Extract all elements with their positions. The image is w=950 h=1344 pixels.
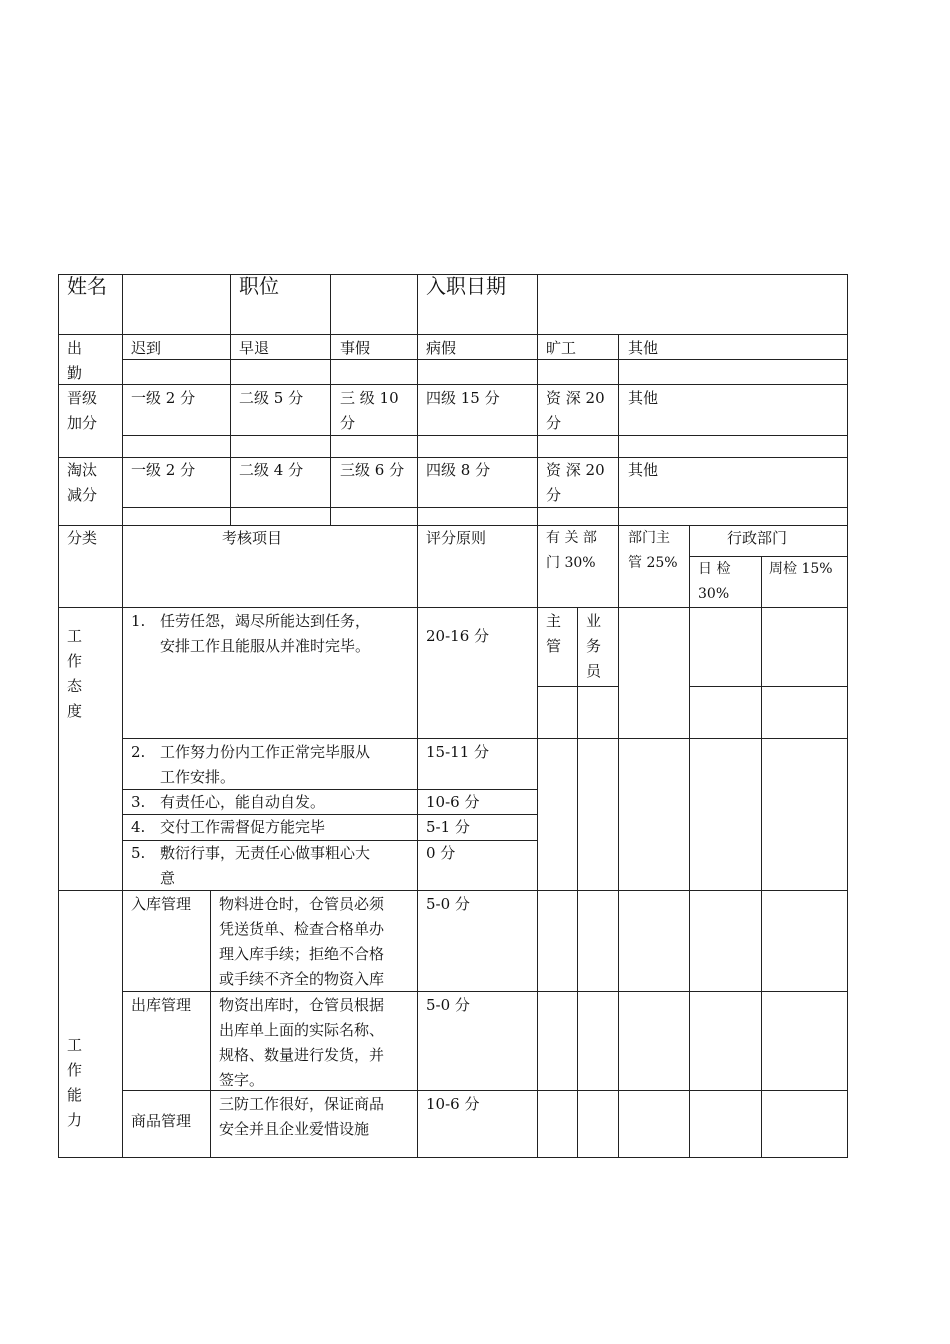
work-ability-label: 能 (67, 1086, 83, 1104)
ability-item-text: 凭送货单、检查合格单办 (219, 920, 385, 938)
promotion-item: 资 深 20 (546, 389, 605, 407)
attitude-item-text: 工作安排。 (160, 768, 236, 786)
work-attitude-label: 工 (67, 627, 83, 645)
table-rule (847, 274, 848, 1158)
table-rule (689, 525, 690, 1158)
deduction-label: 减分 (67, 486, 98, 504)
attitude-item-score: 20-16 分 (426, 627, 490, 645)
table-rule (761, 556, 762, 1158)
deduction-item: 四级 8 分 (426, 461, 491, 479)
table-rule (618, 334, 619, 1158)
table-rule (210, 890, 211, 1158)
attitude-item-text: 工作努力份内工作正常完毕服从 (160, 743, 371, 761)
work-attitude-label: 作 (67, 652, 83, 670)
attitude-item-number: 5. (131, 844, 146, 862)
attitude-item-text: 任劳任怨，竭尽所能达到任务， (160, 612, 371, 630)
attendance-item: 早退 (239, 339, 270, 357)
attitude-item-score: 15-11 分 (426, 743, 490, 761)
ability-item-text: 物资出库时，仓管员根据 (219, 996, 385, 1014)
position-label: 职位 (239, 274, 279, 298)
table-rule (537, 686, 619, 687)
attitude-item-text: 意 (160, 869, 176, 887)
promotion-item: 分 (340, 414, 356, 432)
table-rule (122, 274, 123, 1158)
supervisor-header: 管 (546, 637, 562, 655)
supervisor-header: 主 (546, 612, 562, 630)
attendance-item: 其他 (628, 339, 659, 357)
table-rule (330, 274, 331, 335)
promotion-item: 分 (546, 414, 562, 432)
dept-supervisor-header: 管 25% (628, 555, 678, 571)
work-ability-label: 工 (67, 1036, 83, 1054)
attitude-item-text: 安排工作且能服从并准时完毕。 (160, 637, 371, 655)
staff-header: 务 (586, 637, 602, 655)
work-attitude-label: 态 (67, 677, 83, 695)
admin-dept-header: 行政部门 (727, 529, 788, 547)
ability-item-text: 三防工作很好，保证商品 (219, 1095, 385, 1113)
related-dept-header: 有 关 部 (546, 530, 597, 546)
weekly-check-header: 周检 15% (769, 561, 833, 577)
table-rule (58, 274, 59, 1158)
table-rule (577, 607, 578, 1158)
promotion-label: 加分 (67, 414, 98, 432)
promotion-label: 晋级 (67, 389, 98, 407)
attitude-item-number: 3. (131, 793, 146, 811)
ability-item-score: 10-6 分 (426, 1095, 480, 1113)
attendance-label: 勤 (67, 364, 83, 382)
table-rule (58, 334, 848, 335)
table-rule (330, 334, 331, 526)
work-ability-label: 作 (67, 1061, 83, 1079)
ability-item-text: 出库单上面的实际名称、 (219, 1021, 385, 1039)
table-rule (537, 334, 538, 1158)
attendance-item: 旷工 (546, 339, 577, 357)
related-dept-header: 门 30% (546, 555, 596, 571)
ability-item-text: 安全并且企业爱惜设施 (219, 1120, 370, 1138)
table-rule (689, 686, 848, 687)
ability-item-text: 签字。 (219, 1071, 265, 1089)
deduction-label: 淘汰 (67, 461, 98, 479)
deduction-item: 其他 (628, 461, 659, 479)
work-attitude-label: 度 (67, 702, 83, 720)
attitude-item-score: 5-1 分 (426, 818, 470, 836)
staff-header: 业 (586, 612, 602, 630)
attendance-item: 迟到 (131, 339, 162, 357)
deduction-item: 二级 4 分 (239, 461, 304, 479)
assessment-item-header: 考核项目 (222, 529, 283, 547)
table-rule (122, 738, 848, 739)
ability-item-text: 理入库手续；拒绝不合格 (219, 945, 385, 963)
table-rule (58, 890, 848, 891)
staff-header: 员 (586, 662, 602, 680)
promotion-item: 二级 5 分 (239, 389, 304, 407)
deduction-item: 一级 2 分 (131, 461, 196, 479)
attitude-item-text: 有责任心，能自动自发。 (160, 793, 326, 811)
hire-date-label: 入职日期 (426, 274, 506, 298)
attitude-item-score: 0 分 (426, 844, 456, 862)
promotion-item: 其他 (628, 389, 659, 407)
table-rule (58, 1157, 848, 1158)
deduction-item: 三级 6 分 (340, 461, 405, 479)
attitude-item-text: 敷衍行事，无责任心做事粗心大 (160, 844, 371, 862)
attitude-item-number: 1. (131, 612, 146, 630)
attitude-item-number: 4. (131, 818, 146, 836)
work-ability-label: 力 (67, 1111, 83, 1129)
table-rule (537, 274, 538, 335)
attendance-item: 事假 (340, 339, 371, 357)
daily-check-header: 30% (698, 586, 730, 602)
attendance-label: 出 (67, 339, 83, 357)
scoring-principle-header: 评分原则 (426, 529, 487, 547)
ability-item-score: 5-0 分 (426, 996, 470, 1014)
attitude-item-text: 交付工作需督促方能完毕 (160, 818, 326, 836)
attitude-item-score: 10-6 分 (426, 793, 480, 811)
ability-item-name: 入库管理 (131, 895, 192, 913)
promotion-item: 四级 15 分 (426, 389, 500, 407)
promotion-item: 一级 2 分 (131, 389, 196, 407)
ability-item-name: 出库管理 (131, 996, 192, 1014)
attendance-item: 病假 (426, 339, 457, 357)
table-rule (230, 274, 231, 526)
table-rule (417, 274, 418, 1158)
dept-supervisor-header: 部门主 (628, 530, 670, 546)
deduction-item: 资 深 20 (546, 461, 605, 479)
attitude-item-number: 2. (131, 743, 146, 761)
ability-item-score: 5-0 分 (426, 895, 470, 913)
ability-item-name: 商品管理 (131, 1112, 192, 1130)
ability-item-text: 或手续不齐全的物资入库 (219, 970, 385, 988)
name-label: 姓名 (67, 274, 107, 298)
table-rule (58, 607, 848, 608)
daily-check-header: 日 检 (698, 561, 731, 577)
ability-item-text: 物料进仓时，仓管员必须 (219, 895, 385, 913)
category-header: 分类 (67, 529, 98, 547)
table-rule (58, 384, 848, 385)
ability-item-text: 规格、数量进行发货，并 (219, 1046, 385, 1064)
deduction-item: 分 (546, 486, 562, 504)
promotion-item: 三 级 10 (340, 389, 399, 407)
